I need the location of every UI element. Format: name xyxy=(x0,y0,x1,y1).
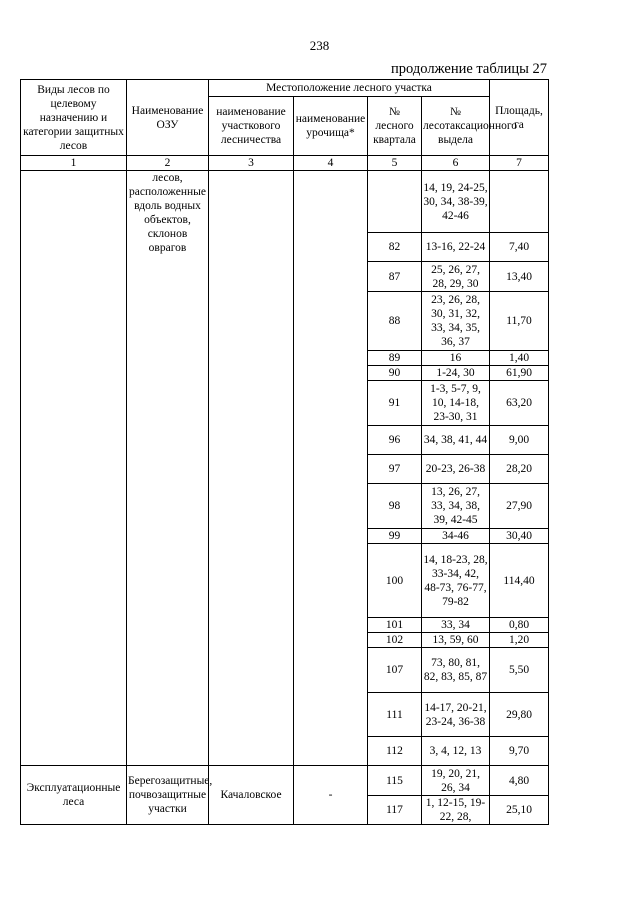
vydel-cell: 33, 34 xyxy=(422,618,490,633)
vydel-cell: 23, 26, 28, 30, 31, 32, 33, 34, 35, 36, 37 xyxy=(422,292,490,351)
vydel-cell: 14, 18-23, 28, 33-34, 42, 48-73, 76-77, 79-82 xyxy=(422,544,490,618)
lesnichestvo-cell: Качаловское xyxy=(209,766,294,825)
kvartal-cell: 91 xyxy=(368,381,422,426)
area-cell: 0,80 xyxy=(490,618,549,633)
vydel-cell: 3, 4, 12, 13 xyxy=(422,737,490,766)
kvartal-cell: 87 xyxy=(368,262,422,292)
kvartal-cell: 101 xyxy=(368,618,422,633)
kvartal-cell: 115 xyxy=(368,766,422,796)
table-row xyxy=(21,766,549,796)
urochishche-cell xyxy=(294,171,368,766)
vydel-cell: 16 xyxy=(422,351,490,366)
kvartal-cell: 90 xyxy=(368,366,422,381)
header-vydel: № лесотаксационного выдела xyxy=(422,97,490,156)
area-cell: 25,10 xyxy=(490,796,549,825)
area-cell: 28,20 xyxy=(490,455,549,484)
vydel-cell: 13-16, 22-24 xyxy=(422,233,490,262)
column-number: 6 xyxy=(422,156,490,171)
vydel-cell: 1-3, 5-7, 9, 10, 14-18, 23-30, 31 xyxy=(422,381,490,426)
kvartal-cell: 100 xyxy=(368,544,422,618)
forest-plots-table xyxy=(20,79,549,825)
column-number: 1 xyxy=(21,156,127,171)
area-cell: 30,40 xyxy=(490,529,549,544)
vydel-cell: 13, 26, 27, 33, 34, 38, 39, 42-45 xyxy=(422,484,490,529)
area-cell: 27,90 xyxy=(490,484,549,529)
column-number: 7 xyxy=(490,156,549,171)
kvartal-cell xyxy=(368,171,422,233)
vydel-cell: 1-24, 30 xyxy=(422,366,490,381)
vydel-cell: 14-17, 20-21, 23-24, 36-38 xyxy=(422,693,490,737)
urochishche-cell: - xyxy=(294,766,368,825)
header-ozu-name: Наименование ОЗУ xyxy=(127,80,209,156)
column-number: 3 xyxy=(209,156,294,171)
kvartal-cell: 96 xyxy=(368,426,422,455)
vydel-cell: 1, 12-15, 19-22, 28, xyxy=(422,796,490,825)
vydel-cell: 25, 26, 27, 28, 29, 30 xyxy=(422,262,490,292)
vydel-cell: 34-46 xyxy=(422,529,490,544)
area-cell: 114,40 xyxy=(490,544,549,618)
kvartal-cell: 117 xyxy=(368,796,422,825)
vydel-cell: 73, 80, 81, 82, 83, 85, 87 xyxy=(422,648,490,693)
kvartal-cell: 88 xyxy=(368,292,422,351)
area-cell: 9,00 xyxy=(490,426,549,455)
area-cell: 11,70 xyxy=(490,292,549,351)
area-cell: 5,50 xyxy=(490,648,549,693)
area-cell xyxy=(490,171,549,233)
area-cell: 9,70 xyxy=(490,737,549,766)
area-cell: 1,40 xyxy=(490,351,549,366)
column-number: 2 xyxy=(127,156,209,171)
kvartal-cell: 97 xyxy=(368,455,422,484)
area-cell: 13,40 xyxy=(490,262,549,292)
header-location-group: Местоположение лесного участка xyxy=(209,80,490,97)
kvartal-cell: 98 xyxy=(368,484,422,529)
area-cell: 29,80 xyxy=(490,693,549,737)
vydel-cell: 13, 59, 60 xyxy=(422,633,490,648)
kvartal-cell: 107 xyxy=(368,648,422,693)
vydel-cell: 34, 38, 41, 44 xyxy=(422,426,490,455)
page-number: 238 xyxy=(309,38,330,53)
area-cell: 4,80 xyxy=(490,766,549,796)
vydel-cell: 20-23, 26-38 xyxy=(422,455,490,484)
forest-type-cell xyxy=(21,171,127,766)
kvartal-cell: 89 xyxy=(368,351,422,366)
header-lesnichestvo: наименование участкового лесничества xyxy=(209,97,294,156)
table-caption: продолжение таблицы 27 xyxy=(391,61,547,77)
kvartal-cell: 102 xyxy=(368,633,422,648)
table-row xyxy=(21,171,549,233)
header-forest-type: Виды лесов по целевому назначению и категории защитных лесов xyxy=(21,80,127,156)
header-kvartal: № лесного квартала xyxy=(368,97,422,156)
kvartal-cell: 82 xyxy=(368,233,422,262)
header-urochishche: наименование урочища* xyxy=(294,97,368,156)
kvartal-cell: 112 xyxy=(368,737,422,766)
area-cell: 1,20 xyxy=(490,633,549,648)
vydel-cell: 19, 20, 21, 26, 34 xyxy=(422,766,490,796)
kvartal-cell: 111 xyxy=(368,693,422,737)
area-cell: 61,90 xyxy=(490,366,549,381)
ozu-name-cell: лесов, расположенные вдоль водных объектов, склонов оврагов xyxy=(127,171,209,766)
kvartal-cell: 99 xyxy=(368,529,422,544)
column-number-row xyxy=(21,156,549,171)
ozu-name-cell: Берегозащитные, почвозащитные участки xyxy=(127,766,209,825)
header-area: Площадь, га xyxy=(490,80,549,156)
area-cell: 7,40 xyxy=(490,233,549,262)
area-cell: 63,20 xyxy=(490,381,549,426)
column-number: 4 xyxy=(294,156,368,171)
column-number: 5 xyxy=(368,156,422,171)
lesnichestvo-cell xyxy=(209,171,294,766)
vydel-cell: 14, 19, 24-25, 30, 34, 38-39, 42-46 xyxy=(422,171,490,233)
forest-type-cell: Эксплуатационные леса xyxy=(21,766,127,825)
